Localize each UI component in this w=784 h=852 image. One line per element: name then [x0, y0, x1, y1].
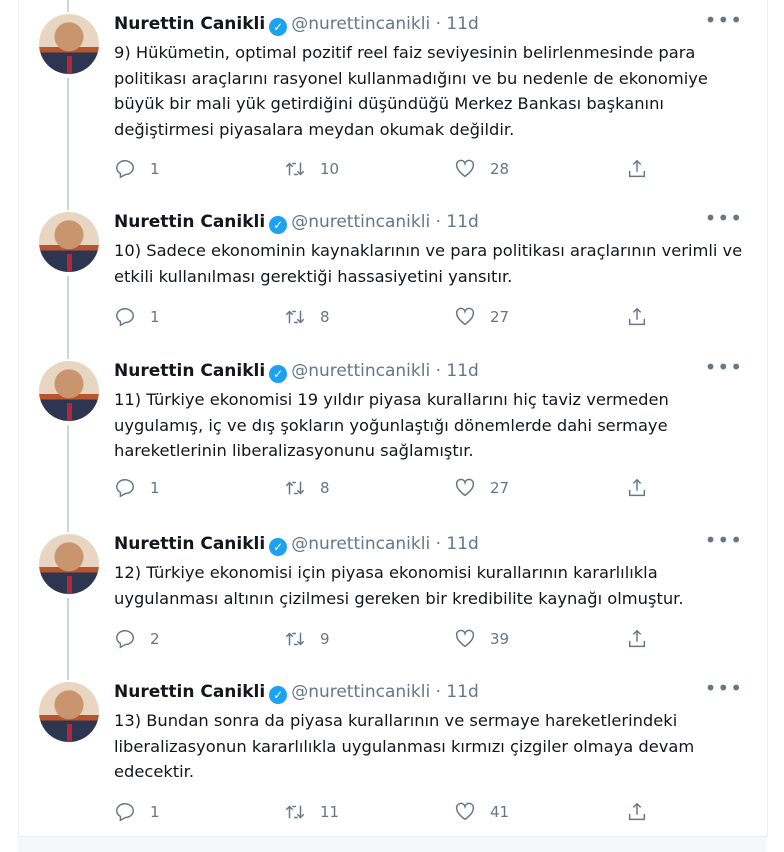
- thread-line: [67, 78, 69, 210]
- retweet-count: 11: [320, 803, 340, 821]
- author-handle[interactable]: @nurettincanikli: [291, 361, 431, 381]
- thread-line: [67, 425, 69, 532]
- like-button[interactable]: [454, 801, 509, 823]
- retweet-button[interactable]: [284, 477, 330, 499]
- heart-icon: [454, 306, 476, 328]
- share-button[interactable]: [626, 477, 648, 499]
- author-name[interactable]: Nurettin Canikli: [114, 682, 266, 702]
- retweet-icon: [284, 158, 306, 180]
- like-button[interactable]: [454, 158, 509, 180]
- retweet-count: 8: [320, 479, 330, 497]
- share-icon: [626, 477, 648, 499]
- author-name[interactable]: Nurettin Canikli: [114, 14, 266, 34]
- retweet-button[interactable]: [284, 628, 330, 650]
- reply-icon: [114, 801, 136, 823]
- author-name[interactable]: Nurettin Canikli: [114, 212, 266, 232]
- tweet-text: 12) Türkiye ekonomisi için piyasa ekonomisi kurallarının kararlılıkla uygulanması altının çizilmesi gereken bir kredibilite kaynağı olmuştur.: [114, 563, 684, 608]
- verified-badge-icon: ✓: [269, 18, 287, 36]
- retweet-count: 10: [320, 160, 340, 178]
- more-options-icon[interactable]: •••: [704, 206, 743, 230]
- heart-icon: [454, 801, 476, 823]
- share-icon: [626, 306, 648, 328]
- tweet-time[interactable]: · 11d: [435, 534, 479, 554]
- author-name[interactable]: Nurettin Canikli: [114, 361, 266, 381]
- reply-count: 1: [150, 160, 160, 178]
- tweet-text: 9) Hükümetin, optimal pozitif reel faiz seviyesinin belirlenmesinde para politikası araçlarını rasyonel kullanmadığını ve bu nedenle de ekonomiye büyük bir mali yük getirdiğini düşündüğü Merkez Bankası başkanını değiştirmesi piyasalara meydan okumak değildir.: [114, 43, 708, 139]
- reply-count: 2: [150, 630, 160, 648]
- reply-icon: [114, 477, 136, 499]
- like-count: 27: [490, 308, 510, 326]
- reply-button[interactable]: [114, 306, 160, 328]
- tweet-text: 10) Sadece ekonominin kaynaklarının ve para politikası araçlarının verimli ve etkili kullanılması gerektiği hassasiyetini yansıtır.: [114, 241, 743, 286]
- tweet-text: 11) Türkiye ekonomisi 19 yıldır piyasa kurallarını hiç taviz vermeden uygulamış, iç ve dış şokların yoğunlaştığı dönemlerde dahi sermaye hareketlerinin liberalizasyonunu sağlamıştır.: [114, 390, 669, 460]
- share-icon: [626, 801, 648, 823]
- tweet-header: [114, 212, 479, 234]
- reply-count: 1: [150, 308, 160, 326]
- retweet-icon: [284, 306, 306, 328]
- heart-icon: [454, 477, 476, 499]
- avatar[interactable]: [39, 534, 99, 594]
- tweet-actions: [114, 306, 674, 328]
- retweet-icon: [284, 628, 306, 650]
- tweet-actions: [114, 801, 674, 823]
- retweet-count: 8: [320, 308, 330, 326]
- tweet-actions: [114, 158, 674, 180]
- reply-icon: [114, 628, 136, 650]
- thread-line: [67, 598, 69, 680]
- share-button[interactable]: [626, 628, 648, 650]
- author-handle[interactable]: @nurettincanikli: [291, 682, 431, 702]
- retweet-icon: [284, 801, 306, 823]
- like-count: 39: [490, 630, 510, 648]
- author-handle[interactable]: @nurettincanikli: [291, 14, 431, 34]
- author-handle[interactable]: @nurettincanikli: [291, 534, 431, 554]
- tweet-actions: [114, 477, 674, 499]
- reply-button[interactable]: [114, 477, 160, 499]
- retweet-button[interactable]: [284, 158, 339, 180]
- tweet-text: 13) Bundan sonra da piyasa kurallarının ve sermaye hareketlerindeki liberalizasyonun kararlılıkla uygulanması kırmızı çizgiler olmaya devam edecektir.: [114, 711, 695, 781]
- retweet-icon: [284, 477, 306, 499]
- tweet-header: [114, 534, 479, 556]
- retweet-count: 9: [320, 630, 330, 648]
- heart-icon: [454, 158, 476, 180]
- more-options-icon[interactable]: •••: [704, 355, 743, 379]
- timeline-bottom: [18, 837, 766, 852]
- verified-badge-icon: ✓: [269, 216, 287, 234]
- more-options-icon[interactable]: •••: [704, 528, 743, 552]
- reply-button[interactable]: [114, 158, 160, 180]
- reply-button[interactable]: [114, 801, 160, 823]
- reply-icon: [114, 306, 136, 328]
- like-count: 28: [490, 160, 510, 178]
- avatar[interactable]: [39, 361, 99, 421]
- avatar[interactable]: [39, 212, 99, 272]
- share-button[interactable]: [626, 306, 648, 328]
- share-button[interactable]: [626, 158, 648, 180]
- tweet-actions: [114, 628, 674, 650]
- avatar[interactable]: [39, 14, 99, 74]
- share-icon: [626, 628, 648, 650]
- reply-count: 1: [150, 479, 160, 497]
- tweet-time[interactable]: · 11d: [435, 212, 479, 232]
- reply-button[interactable]: [114, 628, 160, 650]
- tweet-time[interactable]: · 11d: [435, 14, 479, 34]
- tweet-header: [114, 682, 479, 704]
- thread-line: [67, 0, 69, 12]
- verified-badge-icon: ✓: [269, 686, 287, 704]
- like-button[interactable]: [454, 628, 509, 650]
- retweet-button[interactable]: [284, 306, 330, 328]
- like-count: 27: [490, 479, 510, 497]
- tweet-time[interactable]: · 11d: [435, 361, 479, 381]
- reply-icon: [114, 158, 136, 180]
- avatar[interactable]: [39, 682, 99, 742]
- more-options-icon[interactable]: •••: [704, 676, 743, 700]
- tweet-header: [114, 361, 479, 383]
- tweet-header: [114, 14, 479, 36]
- more-options-icon[interactable]: •••: [704, 8, 743, 32]
- retweet-button[interactable]: [284, 801, 339, 823]
- share-button[interactable]: [626, 801, 648, 823]
- thread-line: [67, 276, 69, 359]
- verified-badge-icon: ✓: [269, 365, 287, 383]
- author-name[interactable]: Nurettin Canikli: [114, 534, 266, 554]
- like-button[interactable]: [454, 477, 509, 499]
- author-handle[interactable]: @nurettincanikli: [291, 212, 431, 232]
- verified-badge-icon: ✓: [269, 538, 287, 556]
- like-button[interactable]: [454, 306, 509, 328]
- reply-count: 1: [150, 803, 160, 821]
- like-count: 41: [490, 803, 510, 821]
- tweet-time[interactable]: · 11d: [435, 682, 479, 702]
- heart-icon: [454, 628, 476, 650]
- share-icon: [626, 158, 648, 180]
